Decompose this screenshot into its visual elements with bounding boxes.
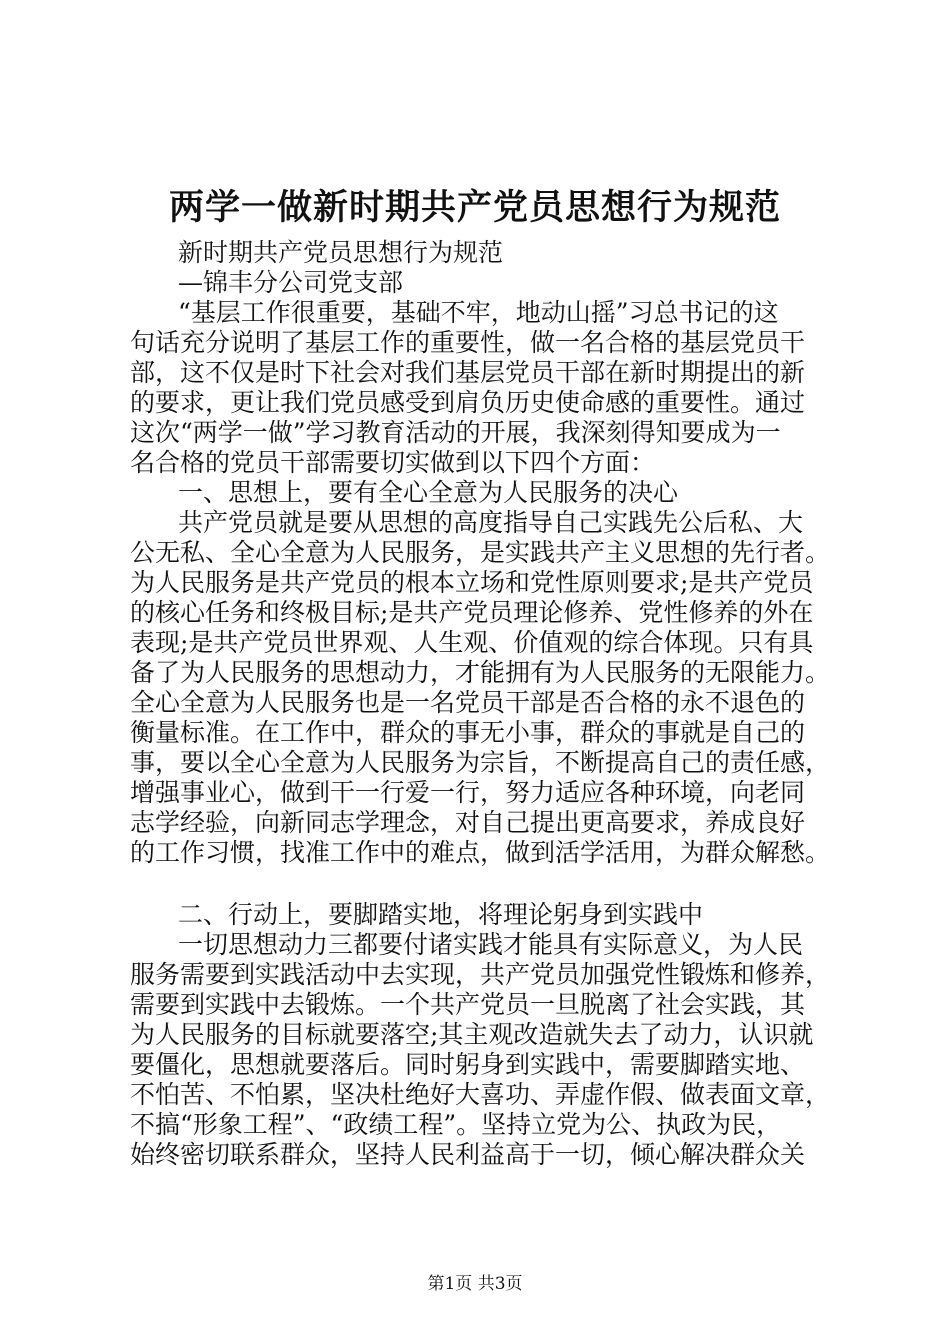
body-line: 的工作习惯，找准工作中的难点，做到活学活用，为群众解愁。 [130,838,831,867]
body-line: 一切思想动力三都要付诸实践才能具有实际意义，为人民 [178,930,804,959]
body-line: 这次“两学一做”学习教育活动的开展，我深刻得知要成为一 [130,418,781,447]
body-line: 需要到实践中去锻炼。一个共产党员一旦脱离了社会实践，其 [130,990,806,1019]
body-line: 公无私、全心全意为人民服务，是实践共产主义思想的先行者。 [130,538,831,567]
body-line: 要僵化，思想就要落后。同时躬身到实践中，需要脚踏实地、 [130,1050,806,1079]
section-heading-1: 一、思想上，要有全心全意为人民服务的决心 [178,478,679,507]
author-line: —锦丰分公司党支部 [178,268,404,297]
page-number-footer: 第1页 共3页 [427,1274,523,1294]
body-line: 服务需要到实践活动中去实现，共产党员加强党性锻炼和修养， [130,960,831,989]
section-heading-2: 二、行动上，要脚踏实地，将理论躬身到实践中 [178,900,704,929]
body-line: 共产党员就是要从思想的高度指导自己实践先公后私、大 [178,508,804,537]
body-line: 的核心任务和终极目标;是共产党员理论修养、党性修养的外在 [130,598,814,627]
body-line: 的要求，更让我们党员感受到肩负历史使命感的重要性。通过 [130,388,806,417]
body-line: 表现;是共产党员世界观、人生观、价值观的综合体现。只有具 [130,628,814,657]
body-line: 名合格的党员干部需要切实做到以下四个方面： [130,448,656,477]
body-line: 始终密切联系群众，坚持人民利益高于一切，倾心解决群众关 [130,1140,806,1169]
body-line: 不怕苦、不怕累，坚决杜绝好大喜功、弄虚作假、做表面文章， [130,1080,831,1109]
body-line: 句话充分说明了基层工作的重要性，做一名合格的基层党员干 [130,328,806,357]
body-line: 全心全意为人民服务也是一名党员干部是否合格的永不退色的 [130,688,806,717]
body-line: 不搞“形象工程”、“政绩工程”。坚持立党为公、执政为民， [130,1110,782,1139]
body-line: “基层工作很重要，基础不牢，地动山摇”习总书记的这 [178,298,779,327]
body-line: 为人民服务是共产党员的根本立场和党性原则要求;是共产党员 [130,568,814,597]
subtitle-line: 新时期共产党员思想行为规范 [178,238,504,267]
body-line: 事，要以全心全意为人民服务为宗旨，不断提高自己的责任感， [130,748,831,777]
body-line: 为人民服务的目标就要落空;其主观改造就失去了动力，认识就 [130,1020,814,1049]
body-line: 志学经验，向新同志学理念，对自己提出更高要求，养成良好 [130,808,806,837]
document-title: 两学一做新时期共产党员思想行为规范 [168,187,781,228]
body-line: 衡量标准。在工作中，群众的事无小事，群众的事就是自己的 [130,718,806,747]
body-line: 部，这不仅是时下社会对我们基层党员干部在新时期提出的新 [130,358,806,387]
body-line: 增强事业心，做到干一行爱一行，努力适应各种环境，向老同 [130,778,806,807]
body-line: 备了为人民服务的思想动力，才能拥有为人民服务的无限能力。 [130,658,831,687]
